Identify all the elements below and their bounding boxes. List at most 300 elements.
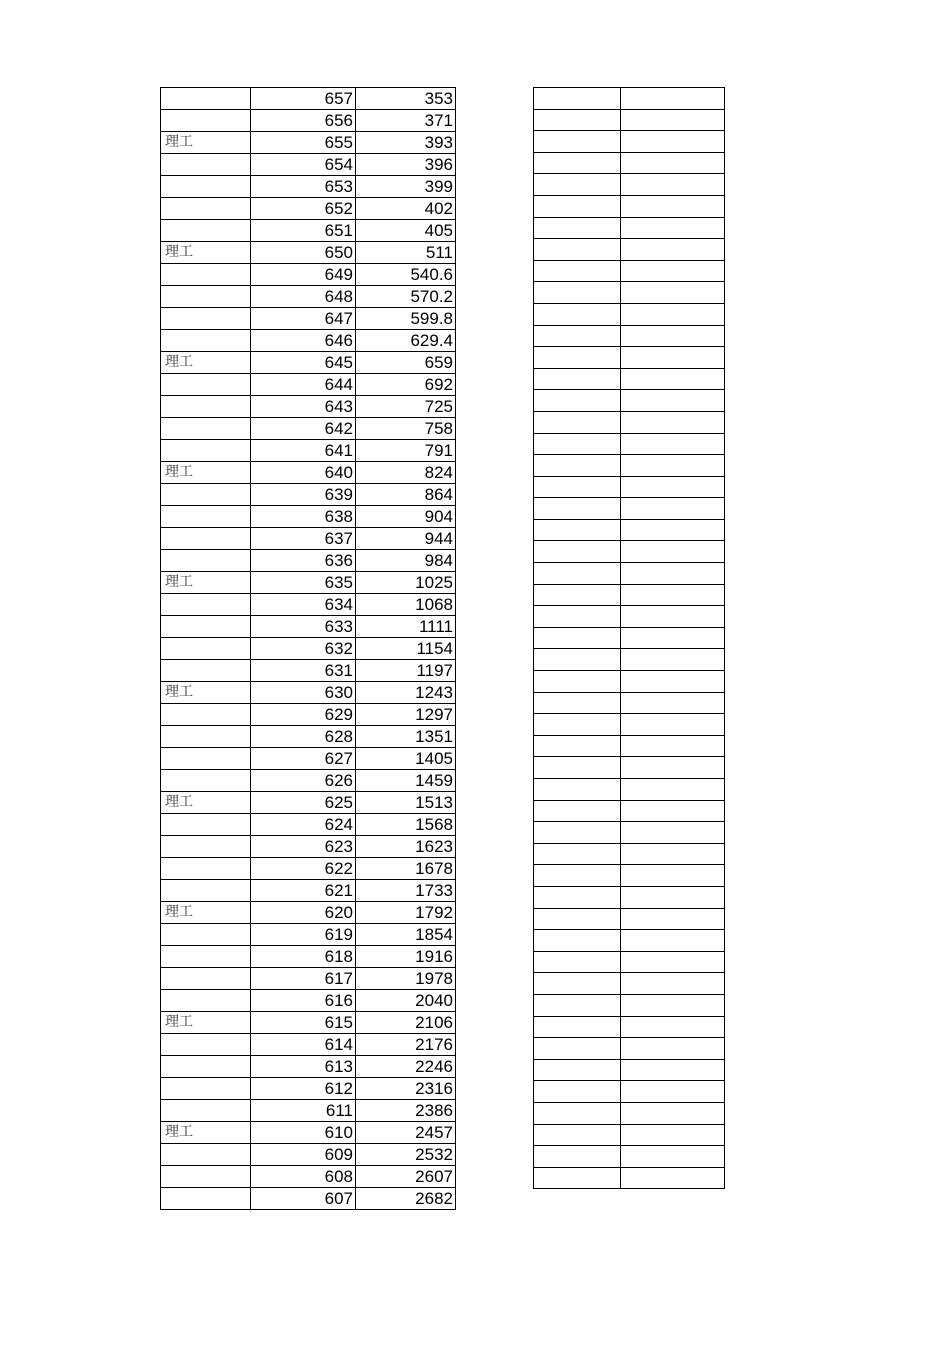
empty-cell: [534, 822, 621, 844]
empty-cell: [621, 1016, 725, 1038]
table-row: [161, 1166, 456, 1188]
table-row: [161, 1188, 456, 1210]
score-cell: 624: [251, 814, 356, 836]
empty-cell: [621, 930, 725, 952]
table-row: [161, 792, 456, 814]
category-cell: [161, 594, 251, 616]
table-row: [161, 946, 456, 968]
table-row: [161, 286, 456, 308]
category-cell: [161, 1100, 251, 1122]
rank-cell: 2607: [356, 1166, 456, 1188]
category-cell: 理工: [161, 682, 251, 704]
empty-cell: [621, 584, 725, 606]
rank-cell: 1154: [356, 638, 456, 660]
category-cell: 理工: [161, 902, 251, 924]
empty-cell: [534, 930, 621, 952]
rank-cell: 1068: [356, 594, 456, 616]
rank-cell: 393: [356, 132, 456, 154]
category-cell: [161, 528, 251, 550]
empty-cell: [621, 1059, 725, 1081]
rank-cell: 399: [356, 176, 456, 198]
rank-cell: 1916: [356, 946, 456, 968]
empty-cell: [534, 433, 621, 455]
table-row: [161, 902, 456, 924]
category-cell: [161, 550, 251, 572]
empty-cell: [534, 347, 621, 369]
empty-row: [534, 800, 725, 822]
empty-cell: [621, 174, 725, 196]
empty-cell: [621, 109, 725, 131]
table-row: [161, 880, 456, 902]
rank-cell: 984: [356, 550, 456, 572]
empty-cell: [621, 498, 725, 520]
empty-cell: [534, 498, 621, 520]
empty-cell: [534, 303, 621, 325]
table-row: [161, 1056, 456, 1078]
empty-row: [534, 109, 725, 131]
rank-cell: 1733: [356, 880, 456, 902]
empty-row: [534, 541, 725, 563]
empty-cell: [534, 886, 621, 908]
category-cell: [161, 484, 251, 506]
score-cell: 646: [251, 330, 356, 352]
category-cell: [161, 814, 251, 836]
empty-cell: [534, 584, 621, 606]
empty-cell: [534, 800, 621, 822]
table-row: [161, 924, 456, 946]
empty-cell: [534, 239, 621, 261]
empty-row: [534, 671, 725, 693]
empty-side-table-body: [534, 88, 725, 1189]
score-cell: 640: [251, 462, 356, 484]
empty-row: [534, 606, 725, 628]
empty-cell: [621, 476, 725, 498]
category-cell: 理工: [161, 132, 251, 154]
empty-cell: [621, 606, 725, 628]
category-cell: [161, 176, 251, 198]
table-row: [161, 132, 456, 154]
empty-row: [534, 886, 725, 908]
score-cell: 616: [251, 990, 356, 1012]
empty-row: [534, 1167, 725, 1189]
empty-row: [534, 930, 725, 952]
category-cell: [161, 1166, 251, 1188]
empty-cell: [621, 994, 725, 1016]
empty-cell: [621, 411, 725, 433]
table-row: [161, 88, 456, 110]
rank-cell: 2246: [356, 1056, 456, 1078]
empty-cell: [534, 606, 621, 628]
empty-cell: [534, 1146, 621, 1168]
category-cell: [161, 990, 251, 1012]
category-cell: [161, 880, 251, 902]
category-cell: [161, 198, 251, 220]
rank-cell: 2532: [356, 1144, 456, 1166]
empty-cell: [621, 131, 725, 153]
rank-cell: 1459: [356, 770, 456, 792]
rank-cell: 2176: [356, 1034, 456, 1056]
rank-cell: 599.8: [356, 308, 456, 330]
rank-cell: 511: [356, 242, 456, 264]
empty-cell: [621, 1124, 725, 1146]
empty-cell: [621, 303, 725, 325]
empty-cell: [621, 239, 725, 261]
table-row: [161, 462, 456, 484]
empty-row: [534, 88, 725, 110]
score-cell: 617: [251, 968, 356, 990]
empty-cell: [621, 1146, 725, 1168]
rank-cell: 1111: [356, 616, 456, 638]
empty-cell: [534, 455, 621, 477]
empty-cell: [534, 951, 621, 973]
empty-cell: [621, 541, 725, 563]
score-cell: 635: [251, 572, 356, 594]
empty-cell: [621, 714, 725, 736]
table-row: [161, 374, 456, 396]
score-cell: 638: [251, 506, 356, 528]
empty-cell: [534, 908, 621, 930]
empty-cell: [621, 519, 725, 541]
empty-row: [534, 1102, 725, 1124]
table-row: [161, 968, 456, 990]
score-cell: 633: [251, 616, 356, 638]
table-row: [161, 352, 456, 374]
empty-cell: [534, 368, 621, 390]
table-row: [161, 110, 456, 132]
empty-cell: [534, 152, 621, 174]
empty-cell: [534, 195, 621, 217]
empty-row: [534, 908, 725, 930]
category-cell: [161, 616, 251, 638]
score-cell: 637: [251, 528, 356, 550]
empty-cell: [621, 627, 725, 649]
score-cell: 655: [251, 132, 356, 154]
empty-side-table: [533, 87, 725, 1189]
score-cell: 615: [251, 1012, 356, 1034]
empty-cell: [621, 886, 725, 908]
score-cell: 613: [251, 1056, 356, 1078]
rank-cell: 1351: [356, 726, 456, 748]
empty-row: [534, 455, 725, 477]
empty-cell: [534, 735, 621, 757]
category-cell: [161, 396, 251, 418]
category-cell: [161, 374, 251, 396]
empty-cell: [621, 649, 725, 671]
empty-cell: [621, 217, 725, 239]
empty-row: [534, 303, 725, 325]
empty-cell: [621, 1081, 725, 1103]
score-cell: 643: [251, 396, 356, 418]
category-cell: [161, 748, 251, 770]
score-cell: 620: [251, 902, 356, 924]
empty-cell: [534, 1081, 621, 1103]
table-row: [161, 198, 456, 220]
empty-cell: [621, 152, 725, 174]
table-row: [161, 682, 456, 704]
empty-row: [534, 735, 725, 757]
category-cell: [161, 1188, 251, 1210]
table-row: [161, 594, 456, 616]
empty-row: [534, 822, 725, 844]
rank-cell: 1025: [356, 572, 456, 594]
empty-cell: [534, 1038, 621, 1060]
category-cell: [161, 638, 251, 660]
category-cell: [161, 1056, 251, 1078]
table-row: [161, 814, 456, 836]
empty-cell: [534, 1167, 621, 1189]
score-cell: 622: [251, 858, 356, 880]
empty-cell: [621, 260, 725, 282]
empty-cell: [621, 1102, 725, 1124]
category-cell: 理工: [161, 352, 251, 374]
empty-row: [534, 217, 725, 239]
empty-cell: [621, 1167, 725, 1189]
rank-cell: 1513: [356, 792, 456, 814]
empty-cell: [621, 822, 725, 844]
table-row: [161, 220, 456, 242]
empty-row: [534, 498, 725, 520]
rank-cell: 1854: [356, 924, 456, 946]
table-row: [161, 858, 456, 880]
table-row: [161, 308, 456, 330]
rank-cell: 1978: [356, 968, 456, 990]
empty-cell: [621, 455, 725, 477]
empty-cell: [534, 282, 621, 304]
rank-cell: 353: [356, 88, 456, 110]
rank-cell: 540.6: [356, 264, 456, 286]
category-cell: [161, 1078, 251, 1100]
empty-cell: [621, 800, 725, 822]
empty-cell: [534, 563, 621, 585]
score-cell: 627: [251, 748, 356, 770]
score-cell: 614: [251, 1034, 356, 1056]
category-cell: [161, 1144, 251, 1166]
score-cell: 639: [251, 484, 356, 506]
empty-row: [534, 390, 725, 412]
score-cell: 629: [251, 704, 356, 726]
rank-cell: 402: [356, 198, 456, 220]
empty-cell: [621, 368, 725, 390]
table-row: [161, 1034, 456, 1056]
table-row: [161, 550, 456, 572]
category-cell: [161, 440, 251, 462]
score-cell: 612: [251, 1078, 356, 1100]
table-row: [161, 396, 456, 418]
rank-cell: 570.2: [356, 286, 456, 308]
category-cell: 理工: [161, 242, 251, 264]
score-cell: 630: [251, 682, 356, 704]
empty-row: [534, 714, 725, 736]
rank-cell: 2457: [356, 1122, 456, 1144]
rank-cell: 2106: [356, 1012, 456, 1034]
score-cell: 621: [251, 880, 356, 902]
rank-cell: 2386: [356, 1100, 456, 1122]
score-cell: 642: [251, 418, 356, 440]
empty-cell: [621, 390, 725, 412]
score-rank-table: [160, 87, 456, 1210]
rank-cell: 944: [356, 528, 456, 550]
score-cell: 651: [251, 220, 356, 242]
score-cell: 648: [251, 286, 356, 308]
table-row: [161, 572, 456, 594]
empty-cell: [621, 282, 725, 304]
table-row: [161, 660, 456, 682]
rank-cell: 2316: [356, 1078, 456, 1100]
category-cell: [161, 418, 251, 440]
empty-cell: [534, 973, 621, 995]
empty-cell: [534, 865, 621, 887]
rank-cell: 791: [356, 440, 456, 462]
score-cell: 626: [251, 770, 356, 792]
table-row: [161, 616, 456, 638]
score-cell: 618: [251, 946, 356, 968]
category-cell: 理工: [161, 1122, 251, 1144]
table-row: [161, 748, 456, 770]
rank-cell: 2682: [356, 1188, 456, 1210]
table-row: [161, 440, 456, 462]
rank-cell: 1623: [356, 836, 456, 858]
empty-cell: [621, 347, 725, 369]
empty-cell: [534, 757, 621, 779]
category-cell: [161, 506, 251, 528]
table-row: [161, 704, 456, 726]
empty-row: [534, 433, 725, 455]
empty-row: [534, 282, 725, 304]
empty-row: [534, 131, 725, 153]
empty-cell: [534, 174, 621, 196]
table-row: [161, 418, 456, 440]
score-cell: 628: [251, 726, 356, 748]
score-cell: 632: [251, 638, 356, 660]
category-cell: [161, 858, 251, 880]
rank-cell: 692: [356, 374, 456, 396]
rank-cell: 659: [356, 352, 456, 374]
empty-row: [534, 627, 725, 649]
score-cell: 652: [251, 198, 356, 220]
empty-row: [534, 260, 725, 282]
rank-cell: 2040: [356, 990, 456, 1012]
empty-row: [534, 239, 725, 261]
category-cell: [161, 154, 251, 176]
category-cell: [161, 220, 251, 242]
empty-cell: [534, 411, 621, 433]
table-row: [161, 770, 456, 792]
score-cell: 649: [251, 264, 356, 286]
category-cell: [161, 264, 251, 286]
score-cell: 611: [251, 1100, 356, 1122]
rank-cell: 371: [356, 110, 456, 132]
empty-row: [534, 1059, 725, 1081]
empty-cell: [534, 131, 621, 153]
empty-cell: [534, 325, 621, 347]
empty-cell: [621, 757, 725, 779]
empty-cell: [534, 88, 621, 110]
score-cell: 641: [251, 440, 356, 462]
empty-row: [534, 347, 725, 369]
empty-cell: [621, 865, 725, 887]
empty-cell: [534, 649, 621, 671]
empty-row: [534, 1016, 725, 1038]
empty-cell: [621, 88, 725, 110]
score-cell: 607: [251, 1188, 356, 1210]
score-cell: 634: [251, 594, 356, 616]
table-row: [161, 726, 456, 748]
empty-row: [534, 519, 725, 541]
empty-row: [534, 563, 725, 585]
category-cell: [161, 308, 251, 330]
table-row: [161, 484, 456, 506]
empty-row: [534, 584, 725, 606]
score-cell: 610: [251, 1122, 356, 1144]
score-cell: 608: [251, 1166, 356, 1188]
score-cell: 645: [251, 352, 356, 374]
rank-cell: 725: [356, 396, 456, 418]
empty-cell: [534, 390, 621, 412]
score-cell: 625: [251, 792, 356, 814]
table-row: [161, 1122, 456, 1144]
category-cell: 理工: [161, 462, 251, 484]
category-cell: [161, 660, 251, 682]
empty-cell: [534, 671, 621, 693]
rank-cell: 629.4: [356, 330, 456, 352]
empty-cell: [621, 1038, 725, 1060]
empty-cell: [534, 1059, 621, 1081]
empty-row: [534, 1124, 725, 1146]
empty-row: [534, 994, 725, 1016]
empty-cell: [621, 325, 725, 347]
table-row: [161, 528, 456, 550]
empty-cell: [621, 563, 725, 585]
empty-cell: [534, 1016, 621, 1038]
category-cell: [161, 836, 251, 858]
empty-cell: [534, 476, 621, 498]
empty-cell: [621, 692, 725, 714]
table-row: [161, 836, 456, 858]
rank-cell: 1197: [356, 660, 456, 682]
rank-cell: 1568: [356, 814, 456, 836]
empty-row: [534, 1146, 725, 1168]
empty-row: [534, 865, 725, 887]
empty-cell: [621, 908, 725, 930]
empty-cell: [534, 692, 621, 714]
rank-cell: 396: [356, 154, 456, 176]
table-row: [161, 638, 456, 660]
empty-row: [534, 476, 725, 498]
table-row: [161, 1078, 456, 1100]
category-cell: 理工: [161, 1012, 251, 1034]
empty-cell: [534, 627, 621, 649]
score-cell: 644: [251, 374, 356, 396]
table-row: [161, 1100, 456, 1122]
table-row: [161, 176, 456, 198]
category-cell: 理工: [161, 572, 251, 594]
score-rank-table-body: [161, 88, 456, 1210]
empty-cell: [534, 109, 621, 131]
empty-row: [534, 174, 725, 196]
category-cell: [161, 726, 251, 748]
empty-cell: [534, 714, 621, 736]
score-cell: 609: [251, 1144, 356, 1166]
rank-cell: 758: [356, 418, 456, 440]
score-cell: 650: [251, 242, 356, 264]
empty-row: [534, 779, 725, 801]
score-cell: 631: [251, 660, 356, 682]
empty-cell: [621, 671, 725, 693]
empty-row: [534, 757, 725, 779]
table-row: [161, 264, 456, 286]
score-cell: 653: [251, 176, 356, 198]
score-cell: 623: [251, 836, 356, 858]
